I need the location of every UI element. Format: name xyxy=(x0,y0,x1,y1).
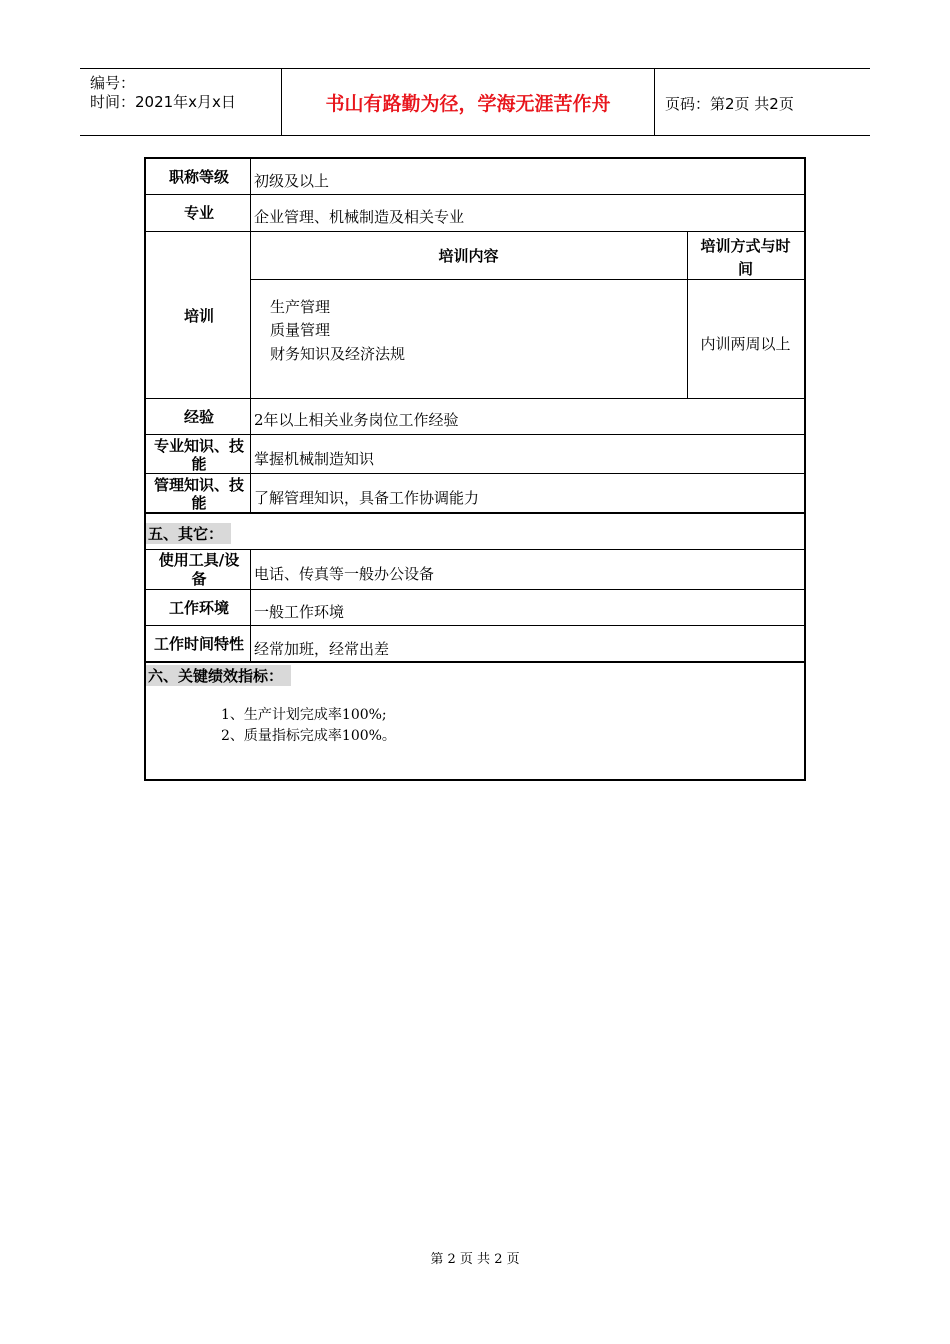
section-6-title: 六、关键绩效指标： xyxy=(146,665,291,686)
major-value: 企业管理、机械制造及相关专业 xyxy=(254,208,465,226)
header-meta xyxy=(80,69,282,135)
title-level-label: 职称等级 xyxy=(168,168,229,186)
row-divider xyxy=(146,434,804,435)
training-label: 培训 xyxy=(183,307,214,325)
pro-skill-label-line2: 能 xyxy=(191,455,207,473)
job-description-table xyxy=(144,157,806,781)
page-footer: 第 2 页 共 2 页 xyxy=(430,1252,520,1267)
experience-value: 2年以上相关业务岗位工作经验 xyxy=(254,411,459,429)
column-divider xyxy=(687,231,688,398)
environment-value: 一般工作环境 xyxy=(254,603,345,621)
pro-skill-label-line1: 专业知识、技 xyxy=(153,437,244,455)
header-motto: 书山有路勤为径，学海无涯苦作舟 xyxy=(282,69,655,135)
row-divider xyxy=(250,279,804,280)
row-divider xyxy=(146,473,804,474)
section-divider xyxy=(146,661,804,663)
kpi-item: 2、质量指标完成率100%。 xyxy=(221,728,396,744)
tools-label-line2: 备 xyxy=(191,570,207,588)
training-method-value: 内训两周以上 xyxy=(700,335,791,353)
tools-value: 电话、传真等一般办公设备 xyxy=(254,565,435,583)
training-item: 质量管理 xyxy=(270,321,331,339)
section-divider xyxy=(146,512,804,514)
training-method-header-line1: 培训方式与时 xyxy=(700,237,791,255)
training-content-header: 培训内容 xyxy=(438,247,499,265)
pro-skill-value: 掌握机械制造知识 xyxy=(254,450,375,468)
row-divider xyxy=(146,231,804,232)
row-divider xyxy=(146,194,804,195)
section-5-title: 五、其它： xyxy=(146,523,231,544)
tools-label-line1: 使用工具/设 xyxy=(158,551,240,569)
row-divider xyxy=(146,398,804,399)
row-divider xyxy=(146,549,804,550)
page-header xyxy=(80,68,870,136)
title-level-value: 初级及以上 xyxy=(254,172,330,190)
header-page-info: 页码：第2页 共2页 xyxy=(665,95,794,113)
doc-number-label: 编号： xyxy=(90,74,136,92)
mgmt-skill-label-line2: 能 xyxy=(191,494,207,512)
row-divider xyxy=(146,625,804,626)
kpi-item: 1、生产计划完成率100%; xyxy=(221,707,387,723)
training-item: 生产管理 xyxy=(270,298,331,316)
doc-time-label: 时间：2021年x月x日 xyxy=(90,93,236,111)
hours-label: 工作时间特性 xyxy=(153,635,244,653)
training-method-header-line2: 间 xyxy=(737,260,753,278)
training-item: 财务知识及经济法规 xyxy=(270,345,406,363)
environment-label: 工作环境 xyxy=(168,599,229,617)
mgmt-skill-label-line1: 管理知识、技 xyxy=(153,476,244,494)
major-label: 专业 xyxy=(183,204,214,222)
hours-value: 经常加班，经常出差 xyxy=(254,640,390,658)
experience-label: 经验 xyxy=(183,408,214,426)
row-divider xyxy=(146,589,804,590)
mgmt-skill-value: 了解管理知识，具备工作协调能力 xyxy=(254,489,480,507)
